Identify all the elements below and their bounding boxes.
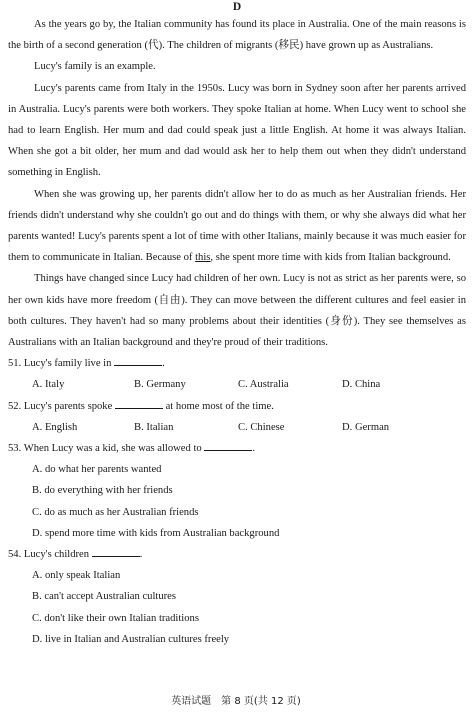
- option-b: B. can't accept Australian cultures: [32, 591, 176, 603]
- paragraph-4-text-a: When she was growing up, her parents didn't allow her to do as much as her Australian friends. Her friends didn't understand why she couldn't go out and do things with them, or why she always did what her parents wanted! Lucy's parents spent a lot of time with other Italians, mainly because it was much easier for them to communicate in Italian. Because of: [8, 188, 466, 264]
- option-c: C. Australia: [238, 379, 289, 391]
- answer-blank: [114, 353, 162, 366]
- paragraph-4-text-b: , she spent more time with kids from Italian background.: [210, 252, 451, 264]
- option-a: A. English: [32, 421, 78, 433]
- question-53-end: .: [252, 443, 255, 455]
- option-a: A. Italy: [32, 379, 65, 391]
- option-d: D. German: [342, 421, 390, 433]
- paragraph-2: Lucy's family is an example.: [34, 61, 156, 73]
- option-d: D. China: [342, 379, 381, 391]
- question-52-stem: 52. Lucy's parents spoke: [8, 400, 113, 412]
- question-51-end: .: [162, 358, 165, 370]
- paragraph-3: Lucy's parents came from Italy in the 1950s. Lucy was born in Sydney soon after her parents arrived in Australia. Lucy's parents were both workers. They spoke Italian at home. When Lucy went to school she had to learn English. Her mum and dad could speak just a little English. At home it was always Italian. When she got a bit older, her mum and dad would ask her to help them out when they didn't understand something in English.: [8, 82, 466, 179]
- question-54: [8, 544, 466, 565]
- section-title: D: [232, 1, 242, 13]
- question-51: [8, 353, 466, 374]
- question-51-options: [8, 374, 466, 395]
- underlined-word: this: [195, 252, 211, 264]
- option-d: D. spend more time with kids from Australian background: [32, 527, 280, 539]
- option-a: A. only speak Italian: [32, 570, 121, 582]
- answer-blank: [204, 438, 252, 451]
- answer-blank: [115, 396, 163, 409]
- option-b: B. Germany: [134, 379, 186, 391]
- page-footer: 英语试题 第 8 页(共 12 页): [171, 696, 301, 707]
- paragraph-1: As the years go by, the Italian community has found its place in Australia. One of the main reasons is the birth of a second generation (代). The children of migrants (移民) have grown up as Australians.: [8, 19, 466, 52]
- question-51-stem: 51. Lucy's family live in: [8, 358, 112, 370]
- option-b: B. Italian: [134, 421, 174, 433]
- option-c: C. do as much as her Australian friends: [32, 506, 199, 518]
- question-53-stem: 53. When Lucy was a kid, she was allowed to: [8, 443, 202, 455]
- option-a: A. do what her parents wanted: [32, 464, 162, 476]
- question-54-end: .: [139, 549, 143, 561]
- option-d: D. live in Italian and Australian cultures freely: [32, 633, 230, 645]
- option-c: C. Chinese: [238, 421, 285, 433]
- question-52-options: [8, 417, 466, 438]
- question-52-end: at home most of the time.: [165, 400, 274, 412]
- answer-blank: [92, 544, 140, 557]
- paragraph-5: Things have changed since Lucy had children of her own. Lucy is not as strict as her parents were, so her own kids have more freedom (自由). They can move between the different cultures and feel easier in both cultures. They haven't had so many problems about their identities (身份). They see themselves as Australians with an Italian background and they're proud of their traditions.: [8, 273, 466, 349]
- paragraph-4: [8, 184, 466, 269]
- question-54-stem: 54. Lucy's children: [8, 549, 90, 561]
- option-b: B. do everything with her friends: [32, 485, 173, 497]
- question-52: [8, 396, 466, 417]
- question-53: [8, 438, 466, 459]
- option-c: C. don't like their own Italian traditions: [32, 612, 199, 624]
